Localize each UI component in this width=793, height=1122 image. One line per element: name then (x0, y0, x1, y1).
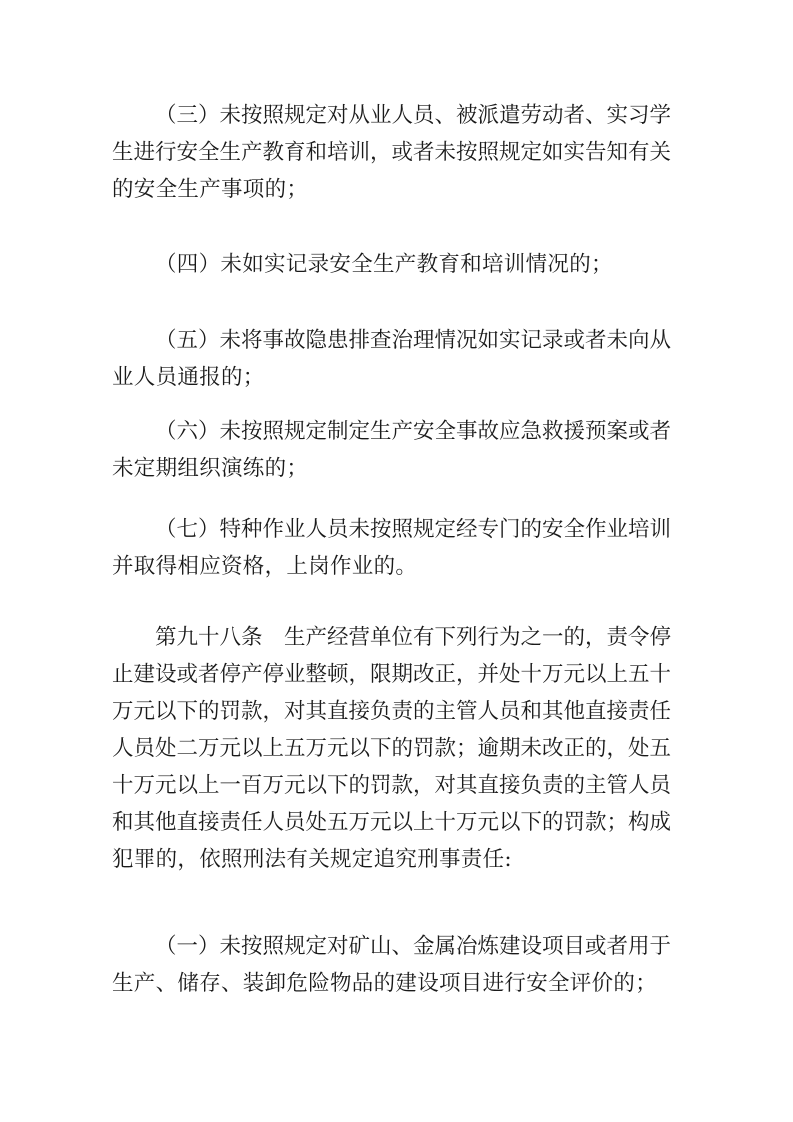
text-line: （一）未按照规定对矿山、金属冶炼建设项目或者用于 (155, 934, 672, 959)
text-line: 并取得相应资格，上岗作业的。 (112, 554, 418, 579)
text-line: （七）特种作业人员未按照规定经专门的安全作业培训 (155, 517, 672, 542)
text-line: 生进行安全生产教育和培训，或者未按照规定如实告知有关 (112, 140, 672, 165)
text-line: （六）未按照规定制定生产安全事故应急救援预案或者 (155, 419, 672, 444)
paragraph-item-4 (112, 246, 674, 283)
paragraph-item-1 (112, 928, 674, 1002)
text-line: （五）未将事故隐患排查治理情况如实记录或者未向从 (155, 328, 672, 353)
text-line: 止建设或者停产停业整顿，限期改正，并处十万元以上五十 (112, 662, 672, 687)
paragraph-article-98 (112, 619, 674, 878)
text-line: （四）未如实记录安全生产教育和培训情况的； (155, 252, 613, 277)
text-line: 和其他直接责任人员处五万元以上十万元以下的罚款；构成 (112, 810, 672, 835)
text-line: 万元以下的罚款，对其直接负责的主管人员和其他直接责任 (112, 699, 672, 724)
paragraph-item-7 (112, 511, 674, 585)
text-line: 业人员通报的； (112, 365, 265, 390)
paragraph-item-3 (112, 97, 674, 208)
text-line: （三）未按照规定对从业人员、被派遣劳动者、实习学 (155, 103, 672, 128)
text-line: 生产、储存、装卸危险物品的建设项目进行安全评价的； (112, 971, 658, 996)
text-line: 十万元以上一百万元以下的罚款，对其直接负责的主管人员 (112, 773, 672, 798)
paragraph-item-6 (112, 413, 674, 487)
text-line: 第九十八条 生产经营单位有下列行为之一的，责令停 (155, 625, 672, 650)
text-line: 犯罪的，依照刑法有关规定追究刑事责任: (112, 847, 512, 872)
paragraph-item-5 (112, 322, 674, 396)
text-line: 的安全生产事项的； (112, 177, 309, 202)
text-line: 人员处二万元以上五万元以下的罚款；逾期未改正的，处五 (112, 736, 672, 761)
text-line: 未定期组织演练的； (112, 456, 309, 481)
